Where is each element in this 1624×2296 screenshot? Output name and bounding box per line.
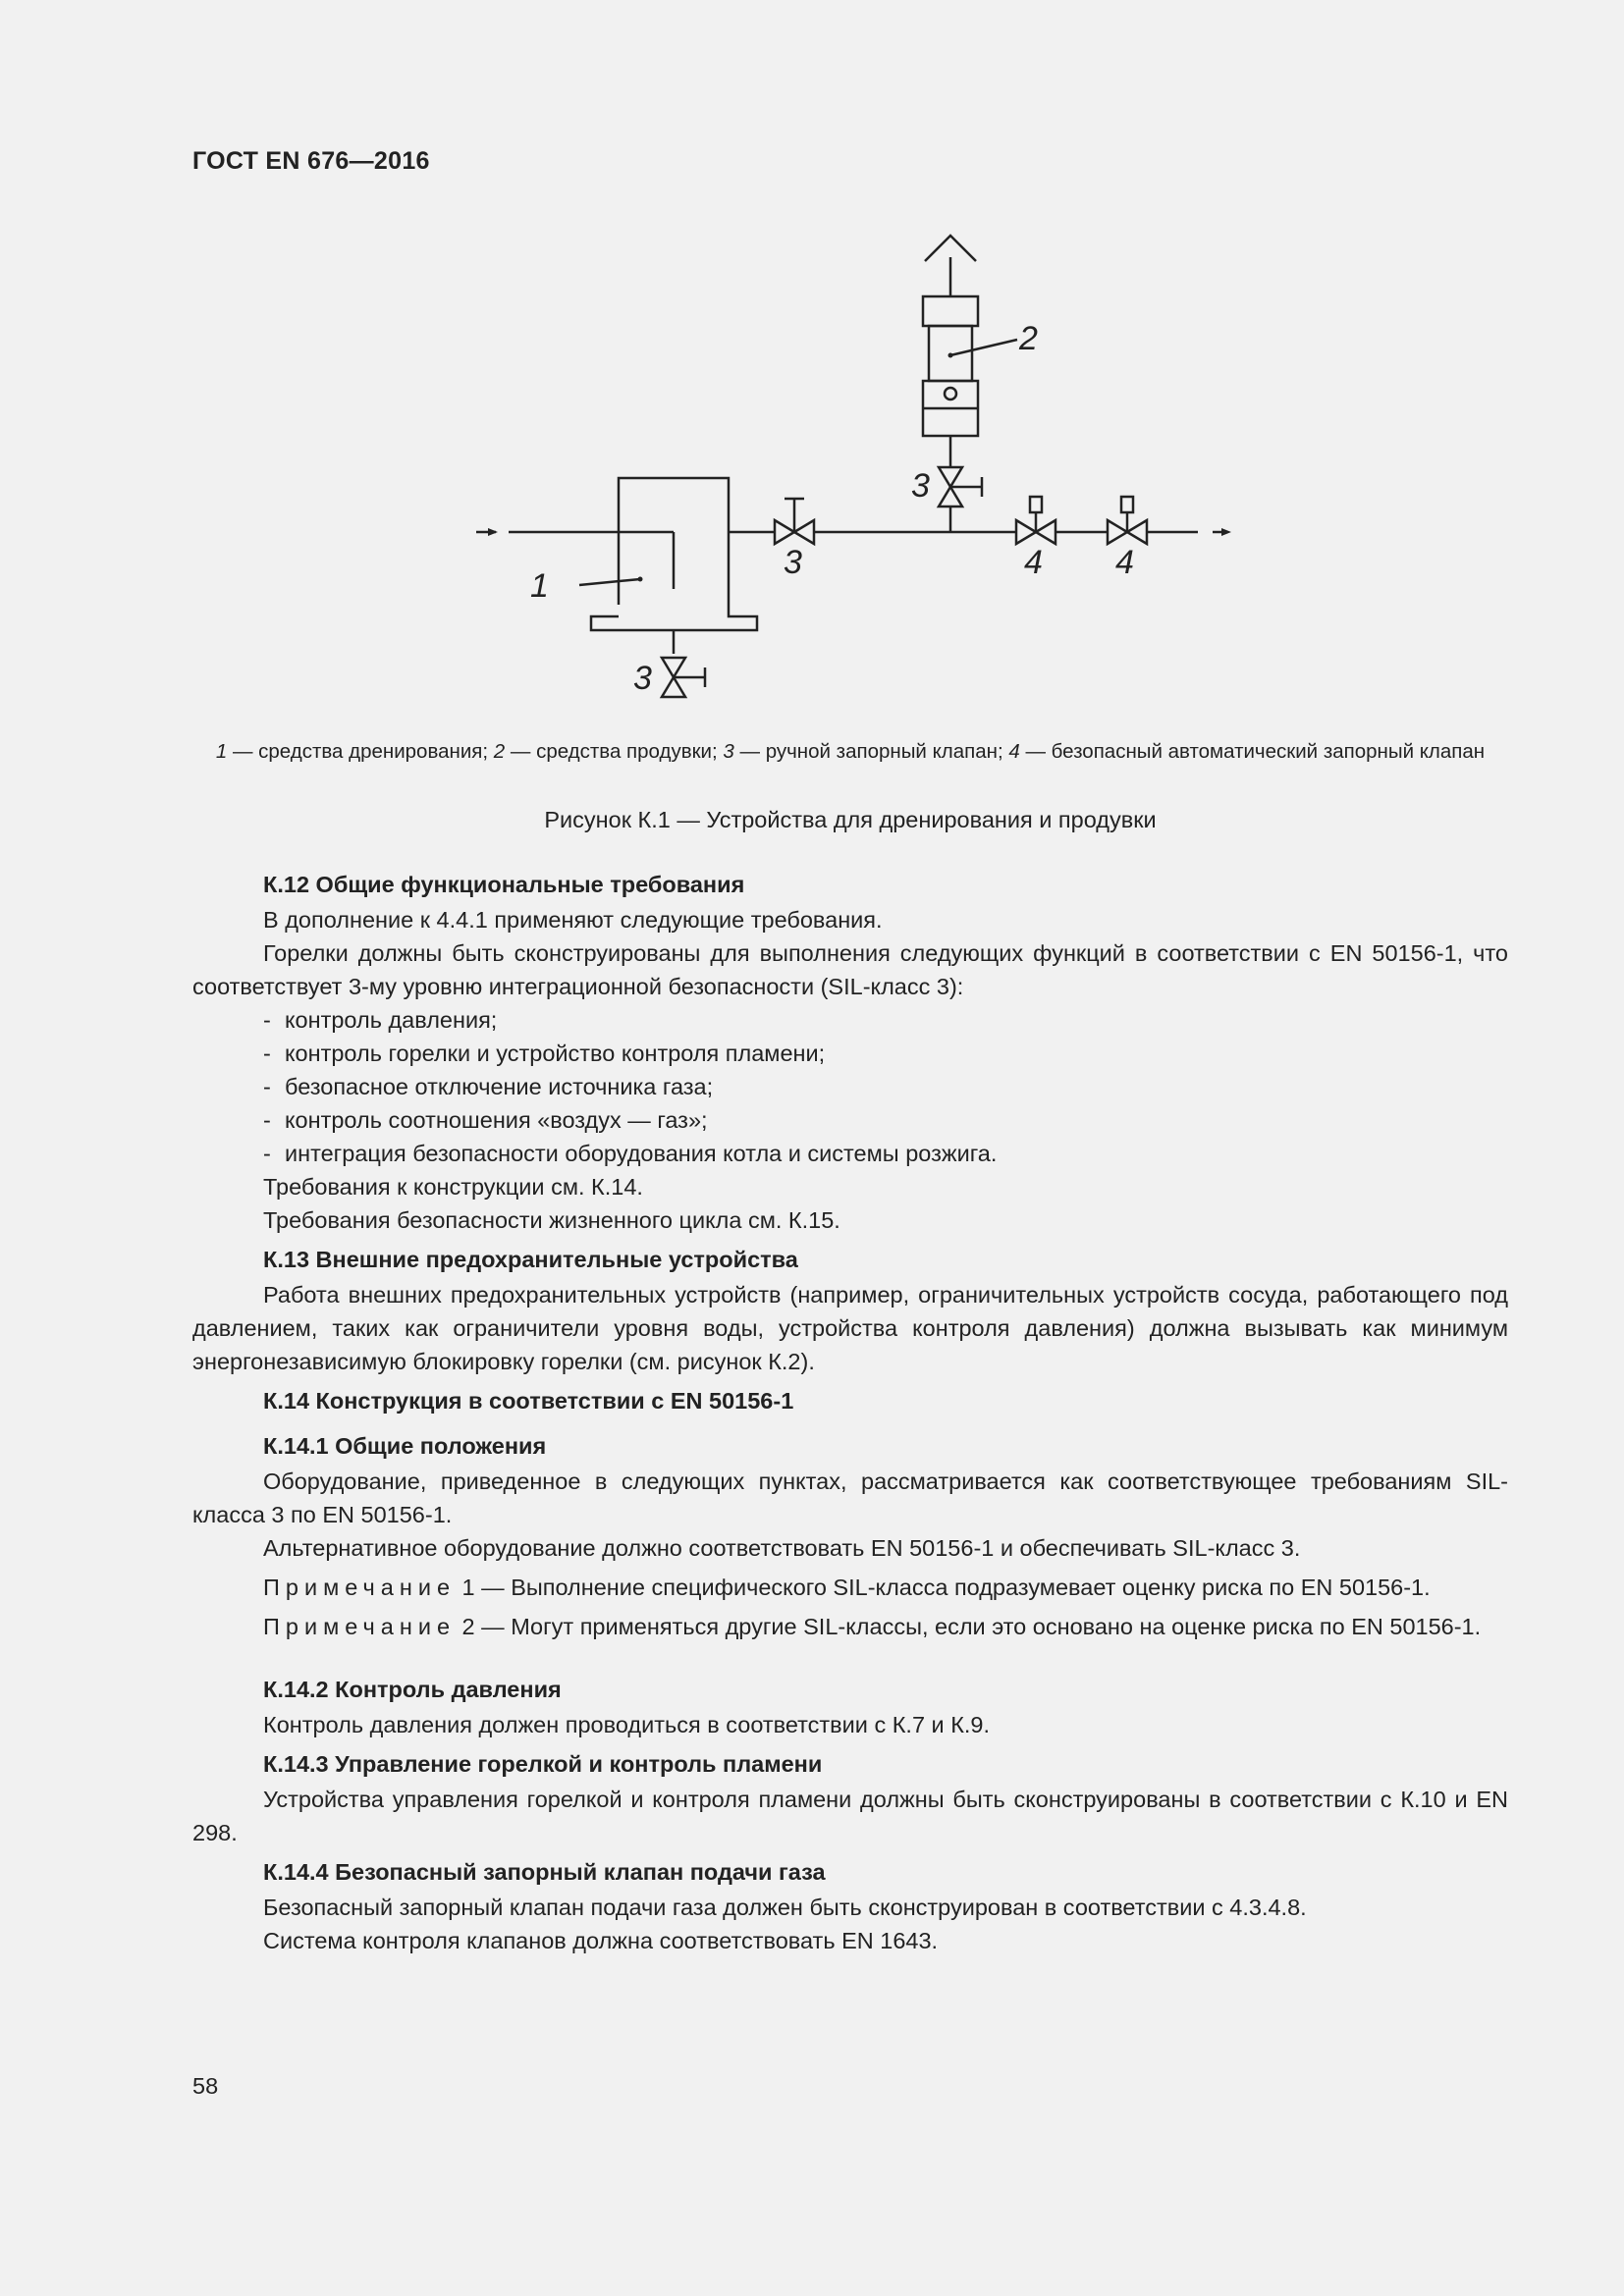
figure-legend: 1 — средства дренирования; 2 — средства продувки; 3 — ручной запорный клапан; 4 — безопасный автоматический запорный клапан	[215, 740, 1486, 763]
list-item: - контроль соотношения «воздух — газ»;	[263, 1107, 708, 1133]
section-heading-k12: К.12 Общие функциональные требования	[263, 872, 745, 897]
paragraph: Безопасный запорный клапан подачи газа должен быть сконструирован в соответствии с 4.3.4.8.	[263, 1895, 1307, 1920]
label-3-purge: 3	[911, 467, 930, 505]
paragraph: Оборудование, приведенное в следующих пунктах, рассматривается как соответствующее требованиям SIL-класса 3 по EN 50156-1.	[192, 1468, 1508, 1527]
note-2: Примечание 2 — Могут применяться другие SIL-классы, если это основано на оценке риска по EN 50156-1.	[263, 1614, 1482, 1639]
label-3-main: 3	[784, 544, 802, 581]
label-1: 1	[530, 567, 549, 605]
section-heading-k142: К.14.2 Контроль давления	[263, 1677, 562, 1702]
leader-line-2	[950, 340, 1017, 355]
section-heading-k14: К.14 Конструкция в соответствии с EN 50156-1	[263, 1388, 794, 1414]
list-item: - безопасное отключение источника газа;	[263, 1074, 714, 1099]
paragraph: Контроль давления должен проводиться в соответствии с К.7 и К.9.	[263, 1712, 991, 1737]
label-2: 2	[1019, 320, 1038, 357]
leader-dot-2	[948, 353, 953, 358]
list-item: - интеграция безопасности оборудования котла и системы розжига.	[263, 1141, 998, 1166]
figure-k1-diagram	[461, 226, 1247, 717]
paragraph: Требования безопасности жизненного цикла см. К.15.	[263, 1207, 840, 1233]
label-4-second: 4	[1115, 544, 1134, 581]
list-item: - контроль давления;	[263, 1007, 498, 1033]
purge-device-indicator	[945, 388, 956, 400]
safety-valve-1-actuator	[1030, 497, 1042, 512]
label-3-drain: 3	[633, 660, 652, 697]
paragraph: Требования к конструкции см. К.14.	[263, 1174, 643, 1200]
inlet-arrowhead	[488, 528, 498, 536]
list-item: - контроль горелки и устройство контроля пламени;	[263, 1041, 826, 1066]
note-1: Примечание 1 — Выполнение специфического SIL-класса подразумевает оценку риска по EN 50156-1.	[263, 1575, 1431, 1600]
section-heading-k143: К.14.3 Управление горелкой и контроль пламени	[263, 1751, 823, 1777]
purge-device-top	[923, 296, 978, 326]
safety-valve-2-actuator	[1121, 497, 1133, 512]
outlet-arrowhead	[1221, 528, 1231, 536]
section-heading-k144: К.14.4 Безопасный запорный клапан подачи газа	[263, 1859, 826, 1885]
paragraph: Альтернативное оборудование должно соответствовать EN 50156-1 и обеспечивать SIL-класс 3.	[263, 1535, 1301, 1561]
paragraph: Работа внешних предохранительных устройств (например, ограничительных устройств сосуда, работающего под давлением, таких как ограничители уровня воды, устройства контроля давления) должна вызывать как минимум энергонезависимую блокировку горелки (см. рисунок К.2).	[192, 1282, 1508, 1374]
page-number: 58	[192, 2073, 219, 2099]
leader-dot-1	[638, 577, 643, 582]
paragraph: В дополнение к 4.4.1 применяют следующие требования.	[263, 907, 883, 933]
section-heading-k13: К.13 Внешние предохранительные устройства	[263, 1247, 798, 1272]
section-heading-k141: К.14.1 Общие положения	[263, 1433, 547, 1459]
document-header: ГОСТ EN 676—2016	[192, 147, 430, 175]
paragraph: Устройства управления горелкой и контроля пламени должны быть сконструированы в соответствии с К.10 и EN 298.	[192, 1787, 1508, 1845]
document-body	[192, 868, 1508, 1957]
label-4-first: 4	[1024, 544, 1043, 581]
figure-caption: Рисунок К.1 — Устройства для дренирования и продувки	[544, 807, 1157, 832]
drain-purge-schematic	[461, 226, 1247, 717]
paragraph: Горелки должны быть сконструированы для выполнения следующих функций в соответствии с EN 50156-1, что соответствует 3-му уровню интеграционной безопасности (SIL-класс 3):	[192, 940, 1508, 999]
paragraph: Система контроля клапанов должна соответствовать EN 1643.	[263, 1928, 939, 1953]
leader-line-1	[579, 579, 640, 585]
